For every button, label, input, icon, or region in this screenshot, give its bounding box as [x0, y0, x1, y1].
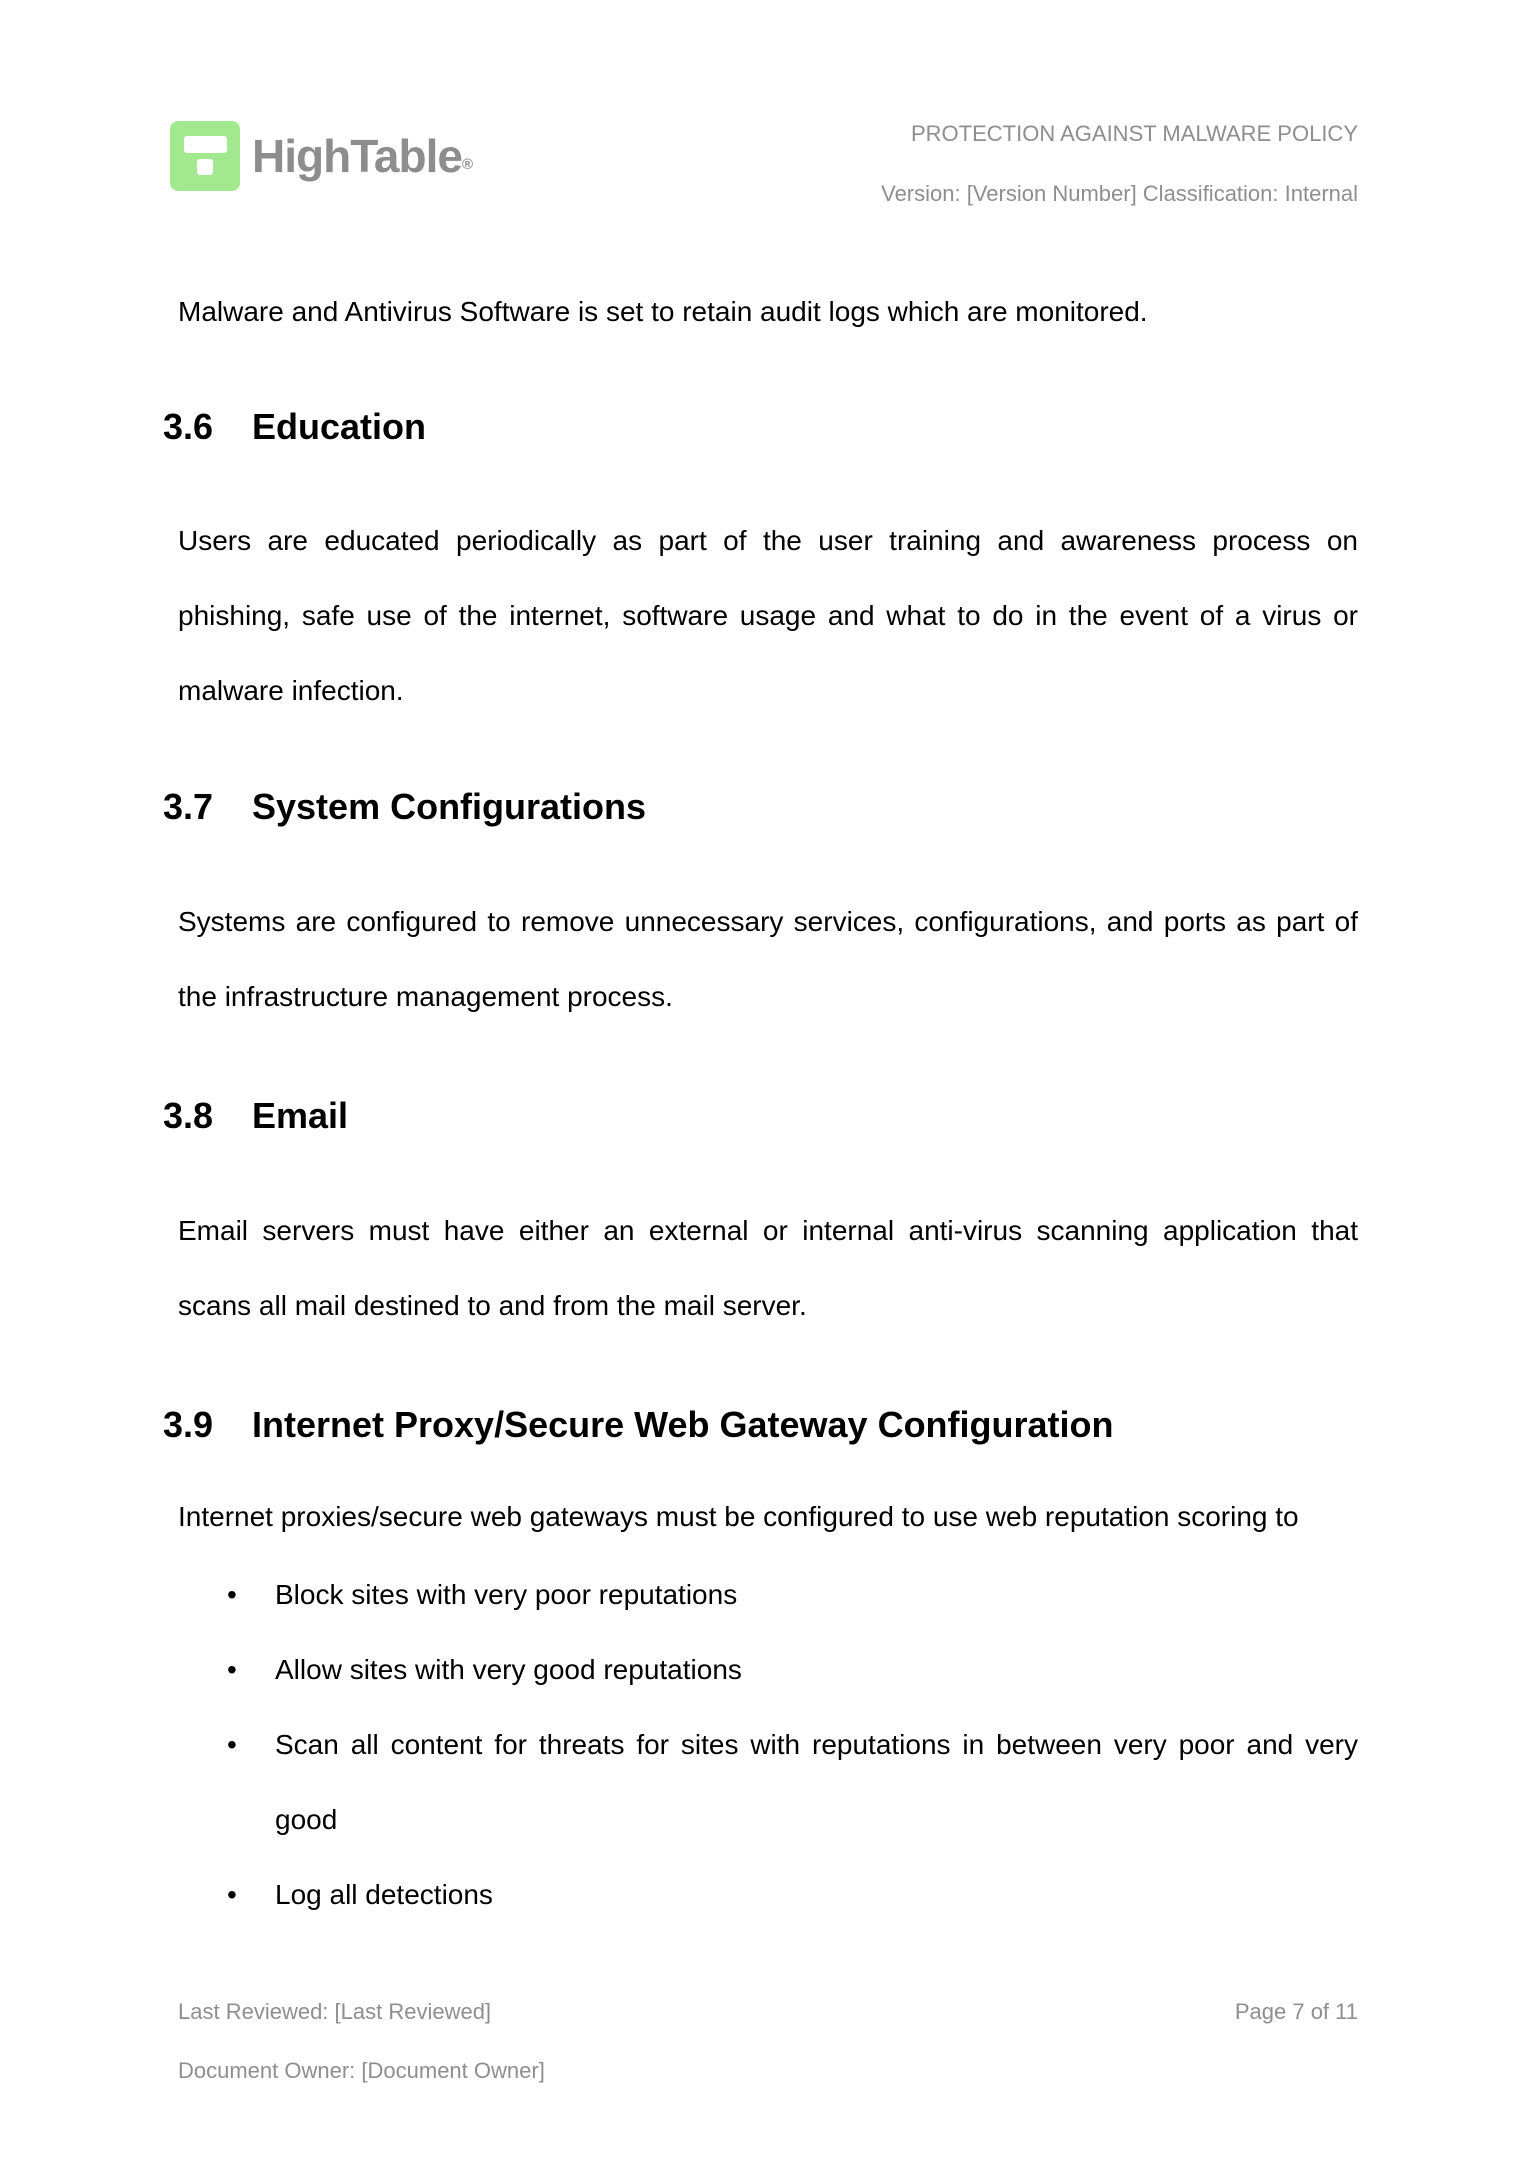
section-number: 3.6 — [163, 406, 214, 447]
section-title: System Configurations — [252, 786, 647, 827]
list-item: • Scan all content for threats for sites with reputations in between very poor and very good — [163, 1707, 1358, 1857]
bullet-list — [163, 1557, 1358, 1932]
brand-logo — [170, 121, 473, 191]
hightable-logo-icon — [170, 121, 240, 191]
intro-paragraph: Malware and Antivirus Software is set to retain audit logs which are monitored. — [178, 296, 1148, 327]
document-footer — [178, 1996, 1358, 2087]
section-heading-3-8 — [163, 1096, 1358, 1136]
section-paragraph-3-7: Systems are configured to remove unnecessary services, configurations, and ports as part of the infrastructure management process. — [178, 906, 1358, 1012]
section-paragraph-3-6: Users are educated periodically as part of the user training and awareness process on phishing, safe use of the internet, software usage and what to do in the event of a virus or malware infection. — [178, 525, 1358, 706]
section-number: 3.9 — [163, 1404, 214, 1445]
last-reviewed-label: Last Reviewed: [Last Reviewed] — [178, 1999, 492, 2024]
document-title: PROTECTION AGAINST MALWARE POLICY — [910, 121, 1358, 146]
document-version-line: Version: [Version Number] Classification: Internal — [881, 181, 1358, 206]
section-title: Education — [252, 406, 427, 447]
section-paragraph-3-8: Email servers must have either an external or internal anti-virus scanning application that scans all mail destined to and from the mail server. — [178, 1215, 1358, 1321]
section-number: 3.8 — [163, 1095, 214, 1136]
section-number: 3.7 — [163, 786, 214, 827]
footer-row-2 — [178, 2055, 1358, 2087]
section-heading-3-9 — [163, 1405, 1358, 1445]
section-heading-3-7 — [163, 787, 1358, 827]
page-number: Page 7 of 11 — [1234, 1999, 1358, 2024]
logo-dot-shape — [197, 159, 213, 175]
document-owner-label: Document Owner: [Document Owner] — [178, 2058, 545, 2083]
list-item: • Allow sites with very good reputations — [163, 1632, 1358, 1707]
brand-name-text: HighTable — [252, 130, 462, 182]
logo-bar-shape — [184, 136, 227, 153]
section-title: Email — [252, 1095, 349, 1136]
footer-row-1 — [178, 1996, 1358, 2028]
section-paragraph-3-9: Internet proxies/secure web gateways must be configured to use web reputation scoring to — [178, 1501, 1299, 1532]
section-heading-3-6 — [163, 407, 1358, 447]
list-item: • Log all detections — [163, 1857, 1358, 1932]
registered-trademark-symbol: ® — [461, 156, 473, 173]
brand-name — [252, 121, 473, 191]
document-body — [163, 274, 1358, 1932]
section-title: Internet Proxy/Secure Web Gateway Configuration — [252, 1404, 1114, 1445]
document-header — [881, 104, 1358, 224]
list-item: • Block sites with very poor reputations — [163, 1557, 1358, 1632]
